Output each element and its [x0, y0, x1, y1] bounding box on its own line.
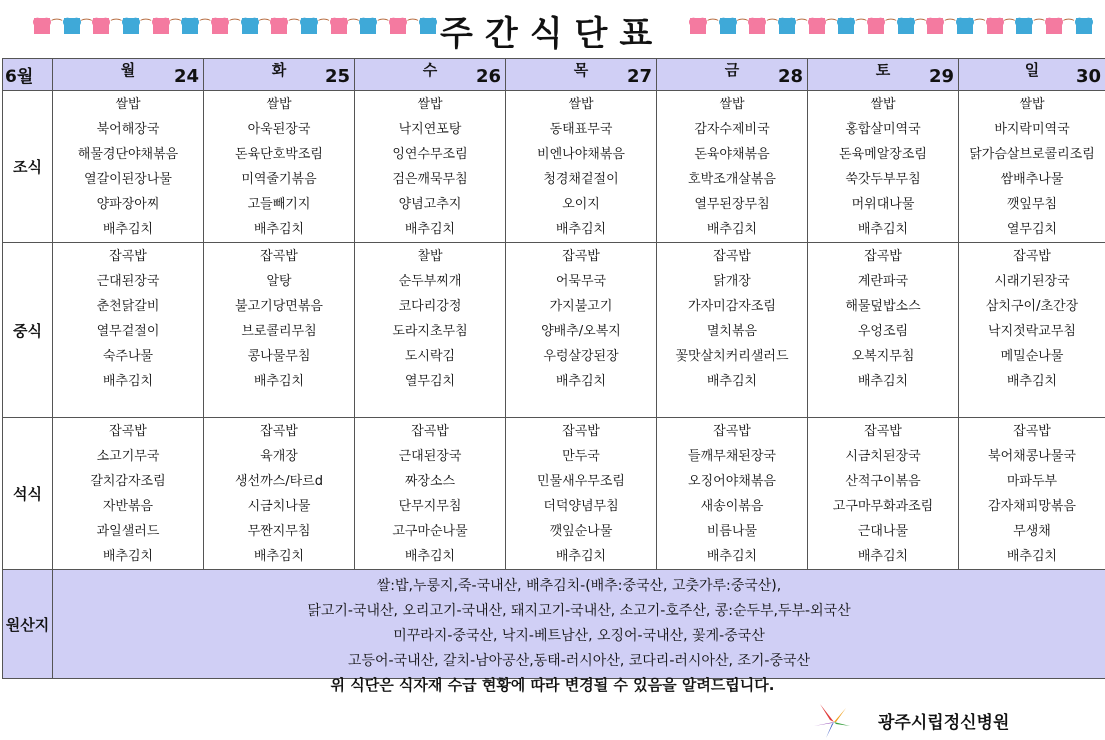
menu-item: 검은깨묵무침: [392, 172, 468, 187]
menu-item: 열무김치: [1006, 222, 1058, 237]
menu-item: 열무된장무침: [694, 197, 770, 212]
bow-icon: ⁀: [200, 19, 210, 33]
menu-item: 양배추/오복지: [541, 324, 621, 339]
menu-item: 배추김치: [857, 549, 909, 564]
bow-icon: ⁀: [1004, 19, 1015, 33]
menu-cell: [506, 91, 657, 243]
heart-icon: [779, 18, 795, 34]
day-header-cell: [204, 59, 355, 91]
menu-item: 비름나물: [706, 524, 758, 539]
day-name: 일: [1024, 61, 1040, 79]
heart-icon: [957, 18, 973, 34]
menu-item: 만두국: [562, 449, 600, 464]
menu-item: 해물경단야채볶음: [77, 147, 179, 162]
menu-item: 도라지초무침: [392, 324, 468, 339]
menu-item: 무생채: [1013, 524, 1051, 539]
day-header-cell: [506, 59, 657, 91]
heart-icon: [34, 18, 50, 34]
heart-icon: [182, 18, 198, 34]
menu-cell: [204, 243, 355, 418]
menu-cell: [657, 91, 808, 243]
day-header-cell: [959, 59, 1105, 91]
menu-item: 자반볶음: [102, 499, 154, 514]
bow-icon: ⁀: [796, 19, 807, 33]
day-name: 토: [875, 61, 891, 79]
day-date: 30: [1075, 66, 1101, 87]
menu-item: 우엉조림: [857, 324, 909, 339]
origin-line: 고등어-국내산, 갈치-남아공산,동태-러시아산, 코다리-러시아산, 조기-중국산: [347, 653, 811, 669]
menu-item: 낙지연포탕: [398, 122, 462, 137]
menu-item: 돈육단호박조림: [235, 147, 323, 162]
menu-cell: [959, 243, 1105, 418]
menu-item: 계란파국: [857, 274, 909, 289]
menu-item: 쌀밥: [417, 97, 443, 112]
menu-item: 갈치감자조림: [90, 474, 166, 489]
menu-item: 배추김치: [253, 549, 305, 564]
heart-icon: [1016, 18, 1032, 34]
menu-cell: [657, 418, 808, 570]
menu-item: 들깨무채된장국: [688, 449, 776, 464]
menu-cell: [204, 91, 355, 243]
menu-item: 청경채겉절이: [543, 172, 619, 187]
bow-icon: ⁀: [52, 19, 62, 33]
menu-item: 낙지젓락교무침: [988, 324, 1076, 339]
meal-label: 석식: [3, 418, 53, 570]
menu-item: 삼치구이/초간장: [985, 299, 1079, 314]
menu-item: 쌀밥: [1019, 97, 1045, 112]
menu-item: 시금치된장국: [845, 449, 921, 464]
menu-item: 알탕: [266, 274, 292, 289]
bow-icon: ⁀: [289, 19, 299, 33]
heart-icon: [690, 18, 706, 34]
menu-item: 북어채콩나물국: [988, 449, 1076, 464]
bow-icon: ⁀: [856, 19, 866, 33]
menu-item: 쌀밥: [568, 97, 594, 112]
menu-item: 배추김치: [1006, 374, 1058, 389]
menu-item: 과일샐러드: [96, 524, 160, 539]
menu-item: 배추김치: [404, 222, 456, 237]
bow-icon: ⁀: [348, 19, 359, 33]
heart-icon: [987, 18, 1003, 34]
menu-item: 쌀밥: [719, 97, 745, 112]
bow-icon: ⁀: [229, 19, 240, 33]
day-date: 26: [475, 66, 501, 87]
heart-icon: [301, 18, 317, 34]
menu-item: 새송이볶음: [700, 499, 764, 514]
menu-item: 양념고추지: [398, 197, 462, 212]
page-title: 주간식단표: [440, 14, 665, 54]
heart-icon: [1076, 18, 1092, 34]
origin-info: [53, 570, 1105, 679]
day-name: 화: [271, 61, 287, 79]
day-date: 25: [324, 66, 350, 87]
bow-icon: ⁀: [767, 19, 777, 33]
menu-item: 민물새우무조림: [537, 474, 625, 489]
day-name: 목: [573, 61, 589, 79]
menu-item: 잡곡밥: [260, 424, 298, 439]
menu-item: 마파두부: [1006, 474, 1058, 489]
menu-item: 고구마순나물: [392, 524, 468, 539]
day-header-cell: [808, 59, 959, 91]
heart-icon: [1046, 18, 1062, 34]
menu-item: 잡곡밥: [562, 424, 600, 439]
day-name: 금: [724, 61, 740, 79]
menu-item: 배추김치: [102, 374, 154, 389]
menu-cell: [355, 91, 506, 243]
day-header-cell: [355, 59, 506, 91]
menu-item: 쌀밥: [115, 97, 141, 112]
bow-icon: ⁀: [378, 19, 388, 33]
menu-item: 도시락김: [404, 349, 456, 364]
bow-icon: ⁀: [737, 19, 748, 33]
bow-icon: ⁀: [259, 19, 270, 33]
menu-item: 아욱된장국: [247, 122, 311, 137]
menu-item: 열무겉절이: [96, 324, 160, 339]
menu-item: 배추김치: [706, 374, 758, 389]
heart-icon: [271, 18, 287, 34]
heart-icon: [64, 18, 80, 34]
hospital-logo-icon: [812, 700, 852, 740]
menu-item: 호박조개살볶음: [688, 172, 776, 187]
day-date: 27: [626, 66, 652, 87]
menu-item: 시래기된장국: [994, 274, 1070, 289]
hospital-signature: [812, 700, 1102, 740]
origin-line: 닭고기-국내산, 오리고기-국내산, 돼지고기-국내산, 소고기-호주산, 콩:순두부,두부-외국산: [307, 603, 851, 619]
menu-item: 꽃맛살치커리샐러드: [675, 349, 789, 364]
menu-item: 근대된장국: [96, 274, 160, 289]
menu-item: 잡곡밥: [562, 249, 600, 264]
bow-icon: ⁀: [974, 19, 985, 33]
bow-icon: ⁀: [318, 19, 329, 33]
menu-item: 해물덮밥소스: [845, 299, 921, 314]
menu-item: 북어해장국: [96, 122, 160, 137]
heart-icon: [360, 18, 376, 34]
bow-icon: ⁀: [945, 19, 955, 33]
menu-item: 우렁살강된장: [543, 349, 619, 364]
menu-item: 순두부찌개: [398, 274, 462, 289]
menu-cell: [355, 243, 506, 418]
menu-cell: [53, 91, 204, 243]
menu-item: 가지불고기: [549, 299, 613, 314]
menu-item: 잡곡밥: [260, 249, 298, 264]
heart-icon: [809, 18, 825, 34]
menu-item: 오복지무침: [851, 349, 915, 364]
bow-icon: ⁀: [826, 19, 837, 33]
menu-item: 근대나물: [857, 524, 909, 539]
day-header-row: [3, 59, 1105, 91]
menu-cell: [204, 418, 355, 570]
menu-item: 소고기무국: [96, 449, 160, 464]
menu-cell: [506, 418, 657, 570]
menu-cell: [53, 418, 204, 570]
menu-item: 미역줄기볶음: [241, 172, 317, 187]
menu-item: 돈육메알장조림: [839, 147, 927, 162]
menu-item: 잉연수무조림: [392, 147, 468, 162]
day-name: 수: [422, 61, 438, 79]
origin-line: 미꾸라지-중국산, 낙지-베트남산, 오징어-국내산, 꽃게-중국산: [393, 628, 765, 644]
menu-item: 배추김치: [1006, 549, 1058, 564]
menu-item: 오이지: [562, 197, 600, 212]
menu-item: 배추김치: [555, 374, 607, 389]
menu-item: 육개장: [260, 449, 298, 464]
menu-item: 열무김치: [404, 374, 456, 389]
menu-item: 감자채피망볶음: [988, 499, 1076, 514]
menu-item: 잡곡밥: [713, 249, 751, 264]
heart-icon: [838, 18, 854, 34]
bow-icon: ⁀: [708, 19, 718, 33]
heart-icon: [212, 18, 228, 34]
menu-item: 배추김치: [555, 549, 607, 564]
menu-item: 찰밥: [417, 249, 443, 264]
heart-icon: [93, 18, 109, 34]
meal-label: 중식: [3, 243, 53, 418]
menu-item: 오징어야채볶음: [688, 474, 776, 489]
menu-item: 닭가슴살브로콜리조림: [969, 147, 1095, 162]
heart-icon: [153, 18, 169, 34]
heart-garland-left: [34, 14, 436, 38]
heart-garland-right: [690, 14, 1092, 38]
menu-item: 배추김치: [857, 374, 909, 389]
menu-item: 잡곡밥: [411, 424, 449, 439]
origin-row: [3, 570, 1105, 679]
menu-cell: [959, 91, 1105, 243]
menu-item: 어묵무국: [555, 274, 607, 289]
heart-icon: [390, 18, 406, 34]
menu-cell: [808, 243, 959, 418]
menu-item: 고들빼기지: [247, 197, 311, 212]
menu-item: 브로콜리무침: [241, 324, 317, 339]
month-label: 6월: [3, 59, 53, 91]
menu-item: 더덕양념무침: [543, 499, 619, 514]
menu-item: 배추김치: [102, 549, 154, 564]
bow-icon: ⁀: [111, 19, 121, 33]
menu-item: 춘천닭갈비: [96, 299, 160, 314]
bow-icon: ⁀: [1063, 19, 1074, 33]
menu-item: 홍합살미역국: [845, 122, 921, 137]
hospital-name: 광주시립정신병원: [878, 713, 1010, 733]
day-date: 28: [777, 66, 803, 87]
menu-item: 잡곡밥: [713, 424, 751, 439]
bow-icon: ⁀: [407, 19, 418, 33]
menu-item: 잡곡밥: [1013, 249, 1051, 264]
menu-item: 양파장아찌: [96, 197, 160, 212]
meal-row-dinner: [3, 418, 1105, 570]
menu-item: 잡곡밥: [109, 249, 147, 264]
menu-item: 멸치볶음: [706, 324, 758, 339]
menu-cell: [959, 418, 1105, 570]
meal-label: 조식: [3, 91, 53, 243]
heart-icon: [898, 18, 914, 34]
notice-text: 위 식단은 식자재 수급 현황에 따라 변경될 수 있음을 알려드립니다.: [330, 676, 775, 694]
menu-cell: [53, 243, 204, 418]
menu-item: 무짠지무침: [247, 524, 311, 539]
day-date: 29: [928, 66, 954, 87]
menu-item: 콩나물무침: [247, 349, 311, 364]
menu-item: 단무지무침: [398, 499, 462, 514]
menu-item: 동태표무국: [549, 122, 613, 137]
meal-row-breakfast: [3, 91, 1105, 243]
menu-cell: [657, 243, 808, 418]
menu-item: 깻잎무침: [1006, 197, 1058, 212]
menu-table: [2, 58, 1105, 679]
menu-item: 산적구이볶음: [845, 474, 921, 489]
bow-icon: ⁀: [81, 19, 92, 33]
day-header-cell: [53, 59, 204, 91]
day-name: 월: [120, 61, 136, 79]
menu-item: 돈육야채볶음: [694, 147, 770, 162]
menu-item: 쌈배추나물: [1000, 172, 1064, 187]
bow-icon: ⁀: [885, 19, 896, 33]
heart-icon: [242, 18, 258, 34]
menu-item: 배추김치: [102, 222, 154, 237]
menu-item: 배추김치: [253, 374, 305, 389]
menu-item: 배추김치: [857, 222, 909, 237]
menu-item: 쑥갓두부무침: [845, 172, 921, 187]
heart-icon: [331, 18, 347, 34]
menu-item: 불고기당면볶음: [235, 299, 323, 314]
menu-item: 배추김치: [404, 549, 456, 564]
menu-item: 고구마무화과조림: [832, 499, 934, 514]
menu-item: 배추김치: [253, 222, 305, 237]
menu-item: 잡곡밥: [864, 249, 902, 264]
menu-item: 잡곡밥: [864, 424, 902, 439]
menu-item: 코다리강정: [398, 299, 462, 314]
menu-item: 배추김치: [706, 549, 758, 564]
heart-icon: [420, 18, 436, 34]
menu-cell: [808, 91, 959, 243]
menu-item: 닭개장: [713, 274, 751, 289]
menu-item: 숙주나물: [102, 349, 154, 364]
heart-icon: [927, 18, 943, 34]
heart-icon: [123, 18, 139, 34]
menu-item: 근대된장국: [398, 449, 462, 464]
bow-icon: ⁀: [915, 19, 926, 33]
bow-icon: ⁀: [1034, 19, 1044, 33]
menu-cell: [808, 418, 959, 570]
menu-item: 배추김치: [555, 222, 607, 237]
menu-cell: [506, 243, 657, 418]
menu-item: 메밀순나물: [1000, 349, 1064, 364]
bow-icon: ⁀: [170, 19, 181, 33]
menu-item: 생선까스/타르d: [235, 474, 323, 489]
menu-item: 머위대나물: [851, 197, 915, 212]
heart-icon: [868, 18, 884, 34]
menu-item: 배추김치: [706, 222, 758, 237]
menu-cell: [355, 418, 506, 570]
heart-icon: [720, 18, 736, 34]
origin-label: 원산지: [3, 570, 53, 679]
origin-line: 쌀:밥,누룽지,죽-국내산, 배추김치-(배추:중국산, 고춧가루:중국산),: [376, 578, 782, 594]
menu-item: 잡곡밥: [109, 424, 147, 439]
menu-item: 깻잎순나물: [549, 524, 613, 539]
menu-item: 바지락미역국: [994, 122, 1070, 137]
menu-item: 비엔나야채볶음: [537, 147, 625, 162]
menu-item: 잡곡밥: [1013, 424, 1051, 439]
day-header-cell: [657, 59, 808, 91]
meal-row-lunch: [3, 243, 1105, 418]
menu-item: 시금치나물: [247, 499, 311, 514]
menu-item: 쌀밥: [266, 97, 292, 112]
menu-item: 가자미감자조림: [688, 299, 776, 314]
bow-icon: ⁀: [140, 19, 151, 33]
menu-item: 쌀밥: [870, 97, 896, 112]
menu-item: 열갈이된장나물: [84, 172, 172, 187]
menu-item: 짜장소스: [404, 474, 456, 489]
heart-icon: [749, 18, 765, 34]
menu-item: 감자수제비국: [694, 122, 770, 137]
page-header: [0, 0, 1105, 52]
day-date: 24: [173, 66, 199, 87]
